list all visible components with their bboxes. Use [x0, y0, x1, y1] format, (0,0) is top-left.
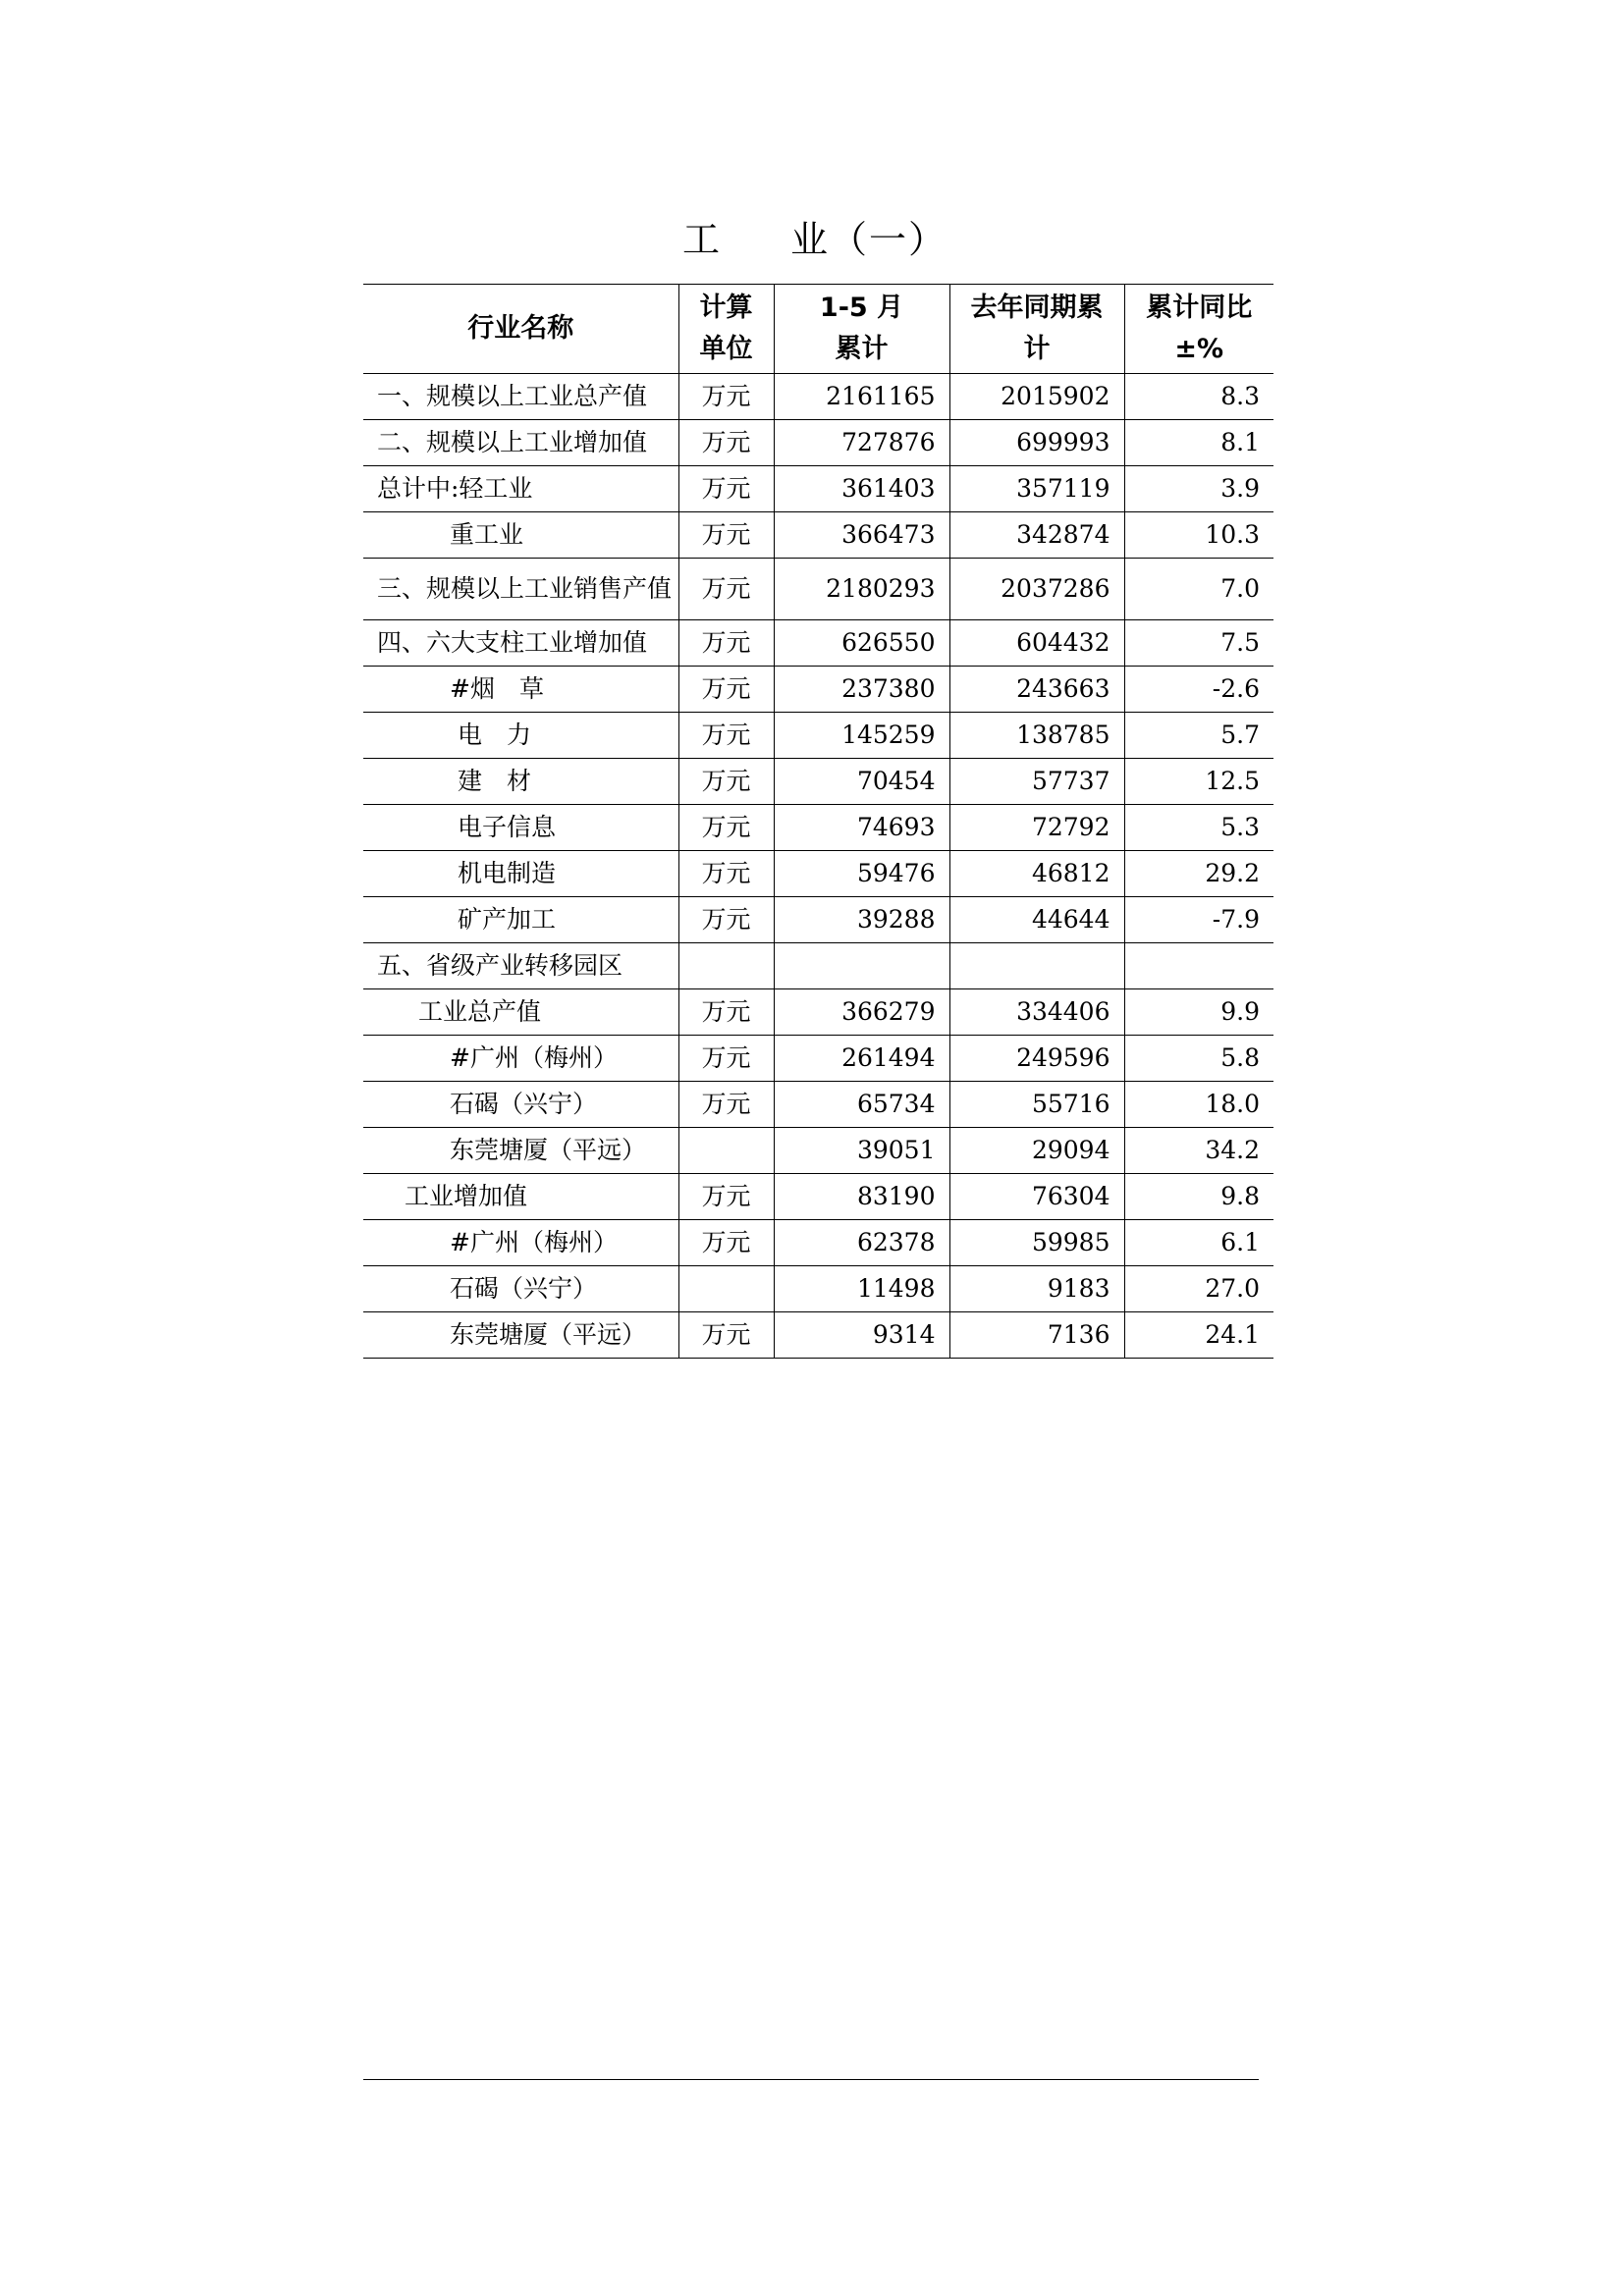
row-current: 59476: [774, 851, 949, 897]
row-unit: [678, 1266, 774, 1312]
page-title-part1: 工: [681, 218, 722, 261]
table-row: [363, 374, 1273, 420]
table-row: [363, 759, 1273, 805]
row-current: 261494: [774, 1036, 949, 1082]
table-row: [363, 897, 1273, 943]
row-unit: [678, 1128, 774, 1174]
row-current: 9314: [774, 1312, 949, 1359]
row-previous: [949, 943, 1124, 989]
table-row: [363, 1082, 1273, 1128]
row-name: 石碣（兴宁）: [363, 1082, 678, 1128]
row-name: #广州（梅州）: [363, 1036, 678, 1082]
row-current: 70454: [774, 759, 949, 805]
row-unit: 万元: [678, 713, 774, 759]
row-unit: 万元: [678, 420, 774, 466]
table-header-row: [363, 285, 1273, 374]
row-unit: 万元: [678, 989, 774, 1036]
row-yoy: 7.0: [1124, 559, 1273, 620]
row-unit: 万元: [678, 667, 774, 713]
row-current: 2180293: [774, 559, 949, 620]
row-unit: 万元: [678, 805, 774, 851]
row-previous: 72792: [949, 805, 1124, 851]
header-unit: 计算 单位: [678, 285, 774, 374]
row-yoy: 3.9: [1124, 466, 1273, 512]
row-previous: 29094: [949, 1128, 1124, 1174]
row-yoy: 29.2: [1124, 851, 1273, 897]
row-unit: 万元: [678, 1036, 774, 1082]
row-previous: 699993: [949, 420, 1124, 466]
row-unit: 万元: [678, 620, 774, 667]
table-row: [363, 851, 1273, 897]
page-title-part2: 业（一）: [790, 218, 948, 261]
row-previous: 2037286: [949, 559, 1124, 620]
row-unit: 万元: [678, 466, 774, 512]
row-previous: 138785: [949, 713, 1124, 759]
row-name: 机电制造: [363, 851, 678, 897]
row-yoy: 5.7: [1124, 713, 1273, 759]
row-yoy: [1124, 943, 1273, 989]
table-row: [363, 466, 1273, 512]
footer-divider: [363, 2079, 1259, 2080]
header-yoy-change: 累计同比 ±%: [1124, 285, 1273, 374]
row-name: 石碣（兴宁）: [363, 1266, 678, 1312]
row-current: 237380: [774, 667, 949, 713]
page-title: [363, 210, 1267, 269]
row-yoy: 5.8: [1124, 1036, 1273, 1082]
row-previous: 59985: [949, 1220, 1124, 1266]
row-previous: 604432: [949, 620, 1124, 667]
row-current: 366473: [774, 512, 949, 559]
table-row: [363, 1312, 1273, 1359]
row-yoy: 34.2: [1124, 1128, 1273, 1174]
row-name: 三、规模以上工业销售产值: [363, 559, 678, 620]
table-row: [363, 805, 1273, 851]
row-previous: 46812: [949, 851, 1124, 897]
row-current: 727876: [774, 420, 949, 466]
row-yoy: -2.6: [1124, 667, 1273, 713]
table-row: [363, 620, 1273, 667]
row-current: 74693: [774, 805, 949, 851]
row-name: 电子信息: [363, 805, 678, 851]
table-row: [363, 1220, 1273, 1266]
row-name: 四、六大支柱工业增加值: [363, 620, 678, 667]
row-yoy: 9.9: [1124, 989, 1273, 1036]
row-name: 建 材: [363, 759, 678, 805]
row-unit: 万元: [678, 1082, 774, 1128]
table-row: [363, 1266, 1273, 1312]
table-row: [363, 713, 1273, 759]
row-yoy: 6.1: [1124, 1220, 1273, 1266]
row-unit: [678, 943, 774, 989]
table-row: [363, 1128, 1273, 1174]
row-yoy: -7.9: [1124, 897, 1273, 943]
row-previous: 357119: [949, 466, 1124, 512]
row-current: 366279: [774, 989, 949, 1036]
row-name: 东莞塘厦（平远）: [363, 1312, 678, 1359]
row-yoy: 27.0: [1124, 1266, 1273, 1312]
row-name: 电 力: [363, 713, 678, 759]
row-name: 二、规模以上工业增加值: [363, 420, 678, 466]
header-current-cumulative: 1-5 月 累计: [774, 285, 949, 374]
row-current: 39051: [774, 1128, 949, 1174]
row-previous: 55716: [949, 1082, 1124, 1128]
table-row: [363, 1174, 1273, 1220]
header-industry-name: 行业名称: [363, 285, 678, 374]
row-unit: 万元: [678, 1220, 774, 1266]
row-name: 工业总产值: [363, 989, 678, 1036]
row-unit: 万元: [678, 1174, 774, 1220]
row-yoy: 24.1: [1124, 1312, 1273, 1359]
row-name: 矿产加工: [363, 897, 678, 943]
row-current: 361403: [774, 466, 949, 512]
row-yoy: 8.1: [1124, 420, 1273, 466]
row-yoy: 7.5: [1124, 620, 1273, 667]
row-yoy: 8.3: [1124, 374, 1273, 420]
row-name: 工业增加值: [363, 1174, 678, 1220]
row-previous: 249596: [949, 1036, 1124, 1082]
row-name: 重工业: [363, 512, 678, 559]
row-previous: 7136: [949, 1312, 1124, 1359]
row-unit: 万元: [678, 374, 774, 420]
row-unit: 万元: [678, 512, 774, 559]
row-yoy: 10.3: [1124, 512, 1273, 559]
row-previous: 334406: [949, 989, 1124, 1036]
row-current: 626550: [774, 620, 949, 667]
row-unit: 万元: [678, 897, 774, 943]
row-current: [774, 943, 949, 989]
row-name: 东莞塘厦（平远）: [363, 1128, 678, 1174]
row-yoy: 5.3: [1124, 805, 1273, 851]
row-previous: 2015902: [949, 374, 1124, 420]
row-previous: 76304: [949, 1174, 1124, 1220]
row-unit: 万元: [678, 1312, 774, 1359]
table-row: [363, 943, 1273, 989]
header-previous-cumulative: 去年同期累 计: [949, 285, 1124, 374]
row-unit: 万元: [678, 851, 774, 897]
row-name: 一、规模以上工业总产值: [363, 374, 678, 420]
row-unit: 万元: [678, 759, 774, 805]
table-row: [363, 989, 1273, 1036]
row-previous: 57737: [949, 759, 1124, 805]
row-name: 总计中:轻工业: [363, 466, 678, 512]
row-current: 145259: [774, 713, 949, 759]
row-current: 83190: [774, 1174, 949, 1220]
row-current: 65734: [774, 1082, 949, 1128]
row-previous: 9183: [949, 1266, 1124, 1312]
industry-stats-table: [363, 284, 1273, 1359]
row-unit: 万元: [678, 559, 774, 620]
row-previous: 44644: [949, 897, 1124, 943]
table-row: [363, 512, 1273, 559]
row-current: 2161165: [774, 374, 949, 420]
table-row: [363, 420, 1273, 466]
row-current: 11498: [774, 1266, 949, 1312]
row-name: #广州（梅州）: [363, 1220, 678, 1266]
row-previous: 342874: [949, 512, 1124, 559]
row-name: #烟 草: [363, 667, 678, 713]
table-row: [363, 667, 1273, 713]
row-previous: 243663: [949, 667, 1124, 713]
row-name: 五、省级产业转移园区: [363, 943, 678, 989]
table-row: [363, 1036, 1273, 1082]
row-current: 39288: [774, 897, 949, 943]
row-yoy: 12.5: [1124, 759, 1273, 805]
table-row: [363, 559, 1273, 620]
row-current: 62378: [774, 1220, 949, 1266]
row-yoy: 9.8: [1124, 1174, 1273, 1220]
row-yoy: 18.0: [1124, 1082, 1273, 1128]
